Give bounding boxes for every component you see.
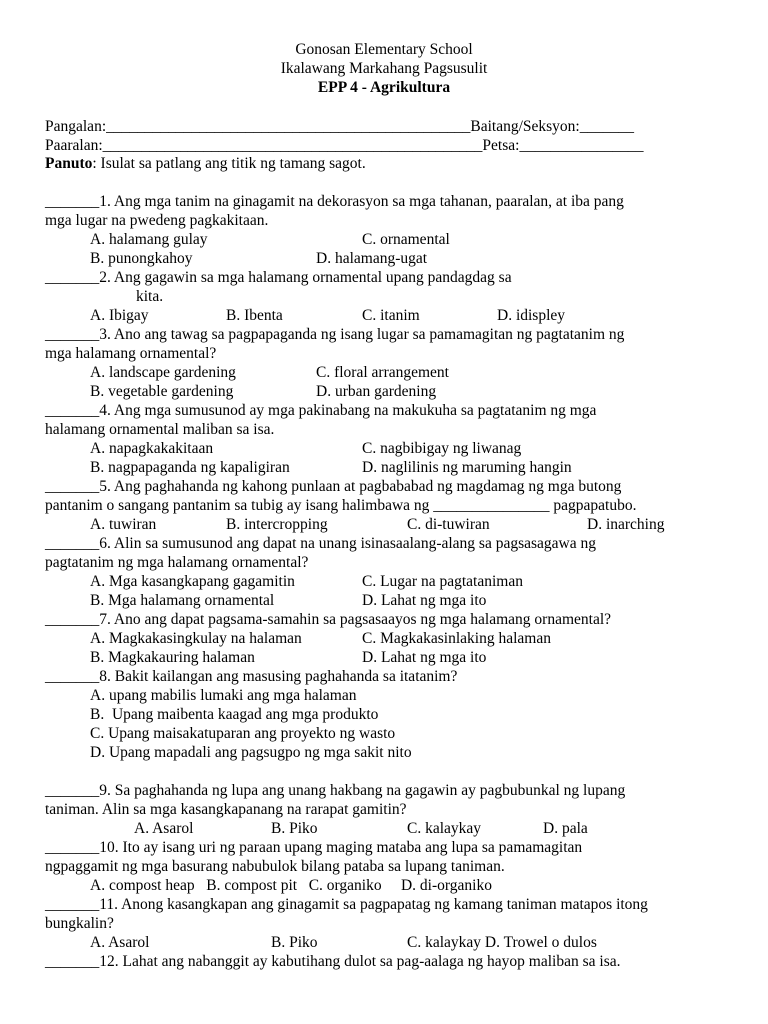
q3-option-d: D. urban gardening [316,383,437,400]
q5-option-d: D. inarching [587,516,665,533]
q9-option-b: B. Piko [271,820,318,837]
exam-title: Ikalawang Markahang Pagsusulit [280,60,488,77]
q8-option-d: D. Upang mapadali ang pagsugpo ng mga sakit nito [90,744,412,761]
q6-option-b: B. Mga halamang ornamental [90,592,275,609]
q7-option-b: B. Magkakauring halaman [90,649,255,666]
question-4-line-2: halamang ornamental maliban sa isa. [45,421,275,438]
question-11-line-2: bungkalin? [45,915,114,932]
question-2-line-2: kita. [136,288,164,305]
q11-option-a: A. Asarol [90,934,150,951]
q4-option-c: C. nagbibigay ng liwanag [362,440,522,457]
question-4-line-1: _______4. Ang mga sumusunod ay mga pakinabang na makukuha sa pagtatanim ng mga [45,402,597,419]
q4-option-b: B. nagpapaganda ng kapaligiran [90,459,290,476]
q5-option-b: B. intercropping [226,516,328,533]
name-section-line: Pangalan:_______________________________________________Baitang/Seksyon:_______ [45,118,634,135]
question-9-line-2: taniman. Alin sa mga kasangkapanang na rarapat gamitin? [45,801,407,818]
q11-option-cd: C. kalaykay D. Trowel o dulos [407,934,597,951]
q1-option-b: B. punongkahoy [90,250,193,267]
q10-options: A. compost heap B. compost pit C. organiko D. di-organiko [90,877,492,894]
q9-option-d: D. pala [543,820,588,837]
q8-option-b: B. Upang maibenta kaagad ang mga produkto [90,706,379,723]
q2-option-b: B. Ibenta [226,307,283,324]
question-1-line-2: mga lugar na pwedeng pagkakitaan. [45,212,269,229]
q7-option-a: A. Magkakasingkulay na halaman [90,630,302,647]
q8-option-a: A. upang mabilis lumaki ang mga halaman [90,687,357,704]
question-7-line-1: _______7. Ano ang dapat pagsama-samahin sa pagsasaayos ng mga halamang ornamental? [45,611,612,628]
q2-option-a: A. Ibigay [90,307,149,324]
q1-option-c: C. ornamental [362,231,450,248]
question-5-line-2: pantanim o sangang pantanim sa tubig ay isang halimbawa ng _______________ pagpapatubo. [45,497,637,514]
q6-option-a: A. Mga kasangkapang gagamitin [90,573,295,590]
q11-option-b: B. Piko [271,934,318,951]
q5-option-a: A. tuwiran [90,516,157,533]
school-name: Gonosan Elementary School [295,41,473,58]
q2-option-c: C. itanim [362,307,420,324]
instructions [45,154,366,173]
q4-option-d: D. naglilinis ng maruming hangin [362,459,572,476]
school-date-line: Paaralan:_________________________________________________Petsa:________________ [45,137,644,154]
question-9-line-1: _______9. Sa paghahanda ng lupa ang unang hakbang na gagawin ay pagbubunkal ng lupang [45,782,626,799]
instruction-text: : Isulat sa patlang ang titik ng tamang sagot. [92,155,366,172]
q8-option-c: C. Upang maisakatuparan ang proyekto ng wasto [90,725,396,742]
question-3-line-2: mga halamang ornamental? [45,345,217,362]
q3-option-c: C. floral arrangement [316,364,449,381]
question-10-line-1: _______10. Ito ay isang uri ng paraan upang maging mataba ang lupa sa pamamagitan [45,839,583,856]
question-6-line-1: _______6. Alin sa sumusunod ang dapat na unang isinasaalang-alang sa pagsasagawa ng [45,535,596,552]
instruction-label: Panuto [45,155,93,172]
q9-option-c: C. kalaykay [407,820,482,837]
subject-title: EPP 4 - Agrikultura [317,79,451,96]
question-2-line-1: _______2. Ang gagawin sa mga halamang ornamental upang pandagdag sa [45,269,512,286]
question-3-line-1: _______3. Ano ang tawag sa pagpapaganda ng isang lugar sa pamamagitan ng pagtatanim ng [45,326,625,343]
q3-option-b: B. vegetable gardening [90,383,234,400]
q1-option-a: A. halamang gulay [90,231,208,248]
q6-option-c: C. Lugar na pagtataniman [362,573,523,590]
q2-option-d: D. idispley [497,307,566,324]
question-8-line-1: _______8. Bakit kailangan ang masusing paghahanda sa itatanim? [45,668,458,685]
question-12-line-1: _______12. Lahat ang nabanggit ay kabutihang dulot sa pag-aalaga ng hayop maliban sa isa. [45,953,621,970]
question-1-line-1: _______1. Ang mga tanim na ginagamit na dekorasyon sa mga tahanan, paaralan, at iba pang [45,193,624,210]
q1-option-d: D. halamang-ugat [316,250,428,267]
q6-option-d: D. Lahat ng mga ito [362,592,487,609]
q7-option-d: D. Lahat ng mga ito [362,649,487,666]
question-6-line-2: pagtatanim ng mga halamang ornamental? [45,554,309,571]
q3-option-a: A. landscape gardening [90,364,236,381]
q9-option-a: A. Asarol [134,820,194,837]
q7-option-c: C. Magkakasinlaking halaman [362,630,551,647]
q4-option-a: A. napagkakakitaan [90,440,214,457]
question-5-line-1: _______5. Ang paghahanda ng kahong punlaan at pagbababad ng magdamag ng mga butong [45,478,622,495]
q5-option-c: C. di-tuwiran [407,516,490,533]
question-11-line-1: _______11. Anong kasangkapan ang ginagamit sa pagpapatag ng kamang taniman matapos itong [45,896,648,913]
question-10-line-2: ngpaggamit ng mga basurang nabubulok bilang pataba sa lupang taniman. [45,858,505,875]
